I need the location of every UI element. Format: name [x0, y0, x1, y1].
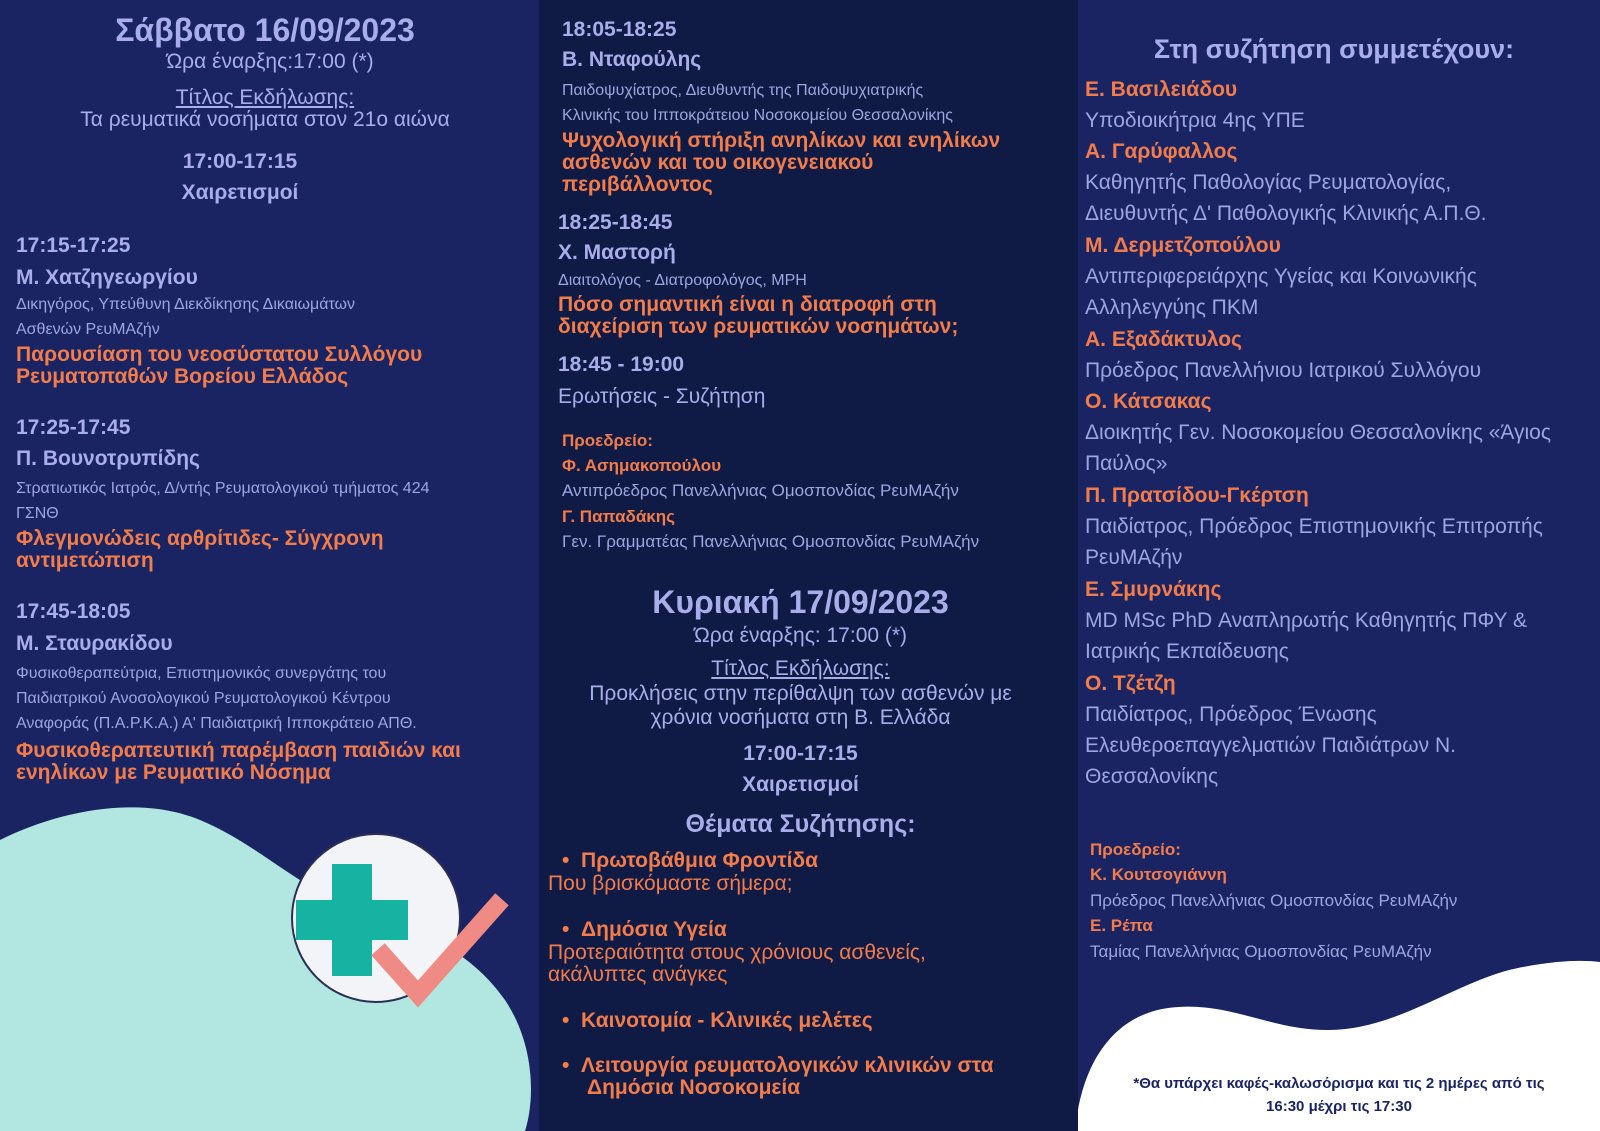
participant-name: Ο. Τζέτζη [1085, 672, 1176, 695]
speaker-role: Παιδιατρικού Ανοσολογικού Ρευματολογικού Κέντρου [16, 690, 391, 707]
topic-title: Καινοτομία - Κλινικές μελέτες [581, 1009, 873, 1032]
presidium-member-name: Ε. Ρέπα [1090, 916, 1153, 935]
topic-item: • Καινοτομία - Κλινικές μελέτες [562, 1009, 873, 1032]
topic-title: Δημόσια Υγεία [581, 918, 727, 941]
middle-panel [539, 0, 1078, 1131]
talk-title: Φυσικοθεραπευτική παρέμβαση παιδιών και [16, 739, 461, 762]
participant-role: Υποδιοικήτρια 4ης ΥΠΕ [1085, 109, 1305, 132]
talk-title: ασθενών και του οικογενειακού [562, 151, 874, 174]
coffee-note: *Θα υπάρχει καφές-καλωσόρισμα και τις 2 ημέρες από τις [1133, 1075, 1545, 1092]
day1-welcome: Χαιρετισμοί [181, 181, 299, 204]
participant-role: Παιδίατρος, Πρόεδρος Ένωσης [1085, 703, 1377, 726]
talk-title: διαχείριση των ρευματικών νοσημάτων; [558, 315, 959, 338]
participant-role: Παύλος» [1085, 452, 1168, 475]
speaker-name: Β. Νταφούλης [562, 48, 702, 71]
day2-title: Προκλήσεις στην περίθαλψη των ασθενών με [589, 682, 1012, 705]
day1-title-label: Τίτλος Εκδήλωσης: [175, 86, 355, 109]
day1-welcome-time: 17:00-17:15 [182, 150, 298, 173]
session-time: 17:45-18:05 [16, 600, 131, 623]
session-time: 18:05-18:25 [562, 18, 677, 41]
topic-item: • Δημόσια Υγεία [562, 918, 727, 941]
speaker-name: Μ. Σταυρακίδου [16, 632, 173, 655]
right-panel [1078, 0, 1600, 1131]
presidium-member-role: Ταμίας Πανελλήνιας Ομοσπονδίας ΡευΜΑζήν [1090, 942, 1432, 961]
talk-title: Φλεγμονώδεις αρθρίτιδες- Σύγχρονη [16, 527, 384, 550]
discussion-label: Ερωτήσεις - Συζήτηση [558, 385, 766, 408]
left-panel [0, 0, 539, 1131]
participant-role: ΡευΜΑζήν [1085, 546, 1183, 569]
topic-desc: Που βρισκόμαστε σήμερα; [548, 872, 793, 895]
participant-role: MD MSc PhD Αναπληρωτής Καθηγητής ΠΦΥ & [1085, 609, 1527, 632]
speaker-name: Χ. Μαστορή [558, 241, 676, 264]
participant-role: Πρόεδρος Πανελλήνιου Ιατρικού Συλλόγου [1085, 359, 1482, 382]
session-time: 18:45 - 19:00 [558, 353, 685, 376]
day2-date: Κυριακή 17/09/2023 [652, 584, 949, 620]
topic-title: Δημόσια Νοσοκομεία [587, 1076, 801, 1099]
presidium-member-role: Γεν. Γραμματέας Πανελλήνιας Ομοσπονδίας ΡευΜΑζήν [562, 532, 980, 551]
participant-name: Ο. Κάτσακας [1085, 390, 1212, 413]
talk-title: Παρουσίαση του νεοσύστατου Συλλόγου [16, 343, 423, 366]
speaker-role: ΓΣΝΘ [16, 505, 59, 522]
presidium-label: Προεδρείο: [562, 431, 653, 450]
participant-role: Αλληλεγγύης ΠΚΜ [1085, 296, 1259, 319]
topic-item: • Λειτουργία ρευματολογικών κλινικών στα [562, 1054, 994, 1077]
participant-name: Α. Εξαδάκτυλος [1085, 328, 1242, 351]
participant-role: Παιδίατρος, Πρόεδρος Επιστημονικής Επιτροπής [1085, 515, 1543, 538]
talk-title: Πόσο σημαντική είναι η διατροφή στη [558, 293, 937, 316]
presidium-member-name: Γ. Παπαδάκης [562, 507, 675, 526]
participant-role: Θεσσαλονίκης [1085, 765, 1219, 788]
participant-name: Μ. Δερμετζοπούλου [1085, 234, 1281, 257]
speaker-role: Παιδοψυχίατρος, Διευθυντής της Παιδοψυχιατρικής [562, 82, 924, 99]
talk-title: περιβάλλοντος [562, 173, 713, 196]
day2-title-label: Τίτλος Εκδήλωσης: [711, 657, 890, 680]
day1-title: Τα ρευματικά νοσήματα στον 21ο αιώνα [80, 108, 450, 131]
participant-name: Ε. Σμυρνάκης [1085, 578, 1222, 601]
talk-title: αντιμετώπιση [16, 549, 154, 572]
presidium-member-role: Πρόεδρος Πανελλήνιας Ομοσπονδίας ΡευΜΑζήν [1090, 891, 1458, 910]
day2-welcome: Χαιρετισμοί [742, 773, 859, 796]
participant-role: Διοικητής Γεν. Νοσοκομείου Θεσσαλονίκης «Άγιος [1085, 421, 1551, 444]
speaker-role: Δικηγόρος, Υπεύθυνη Διεκδίκησης Δικαιωμάτων [16, 296, 356, 313]
speaker-role: Αναφοράς (Π.Α.Ρ.Κ.Α.) Α' Παιδιατρική Ιπποκράτειο ΑΠΘ. [16, 715, 417, 732]
presidium-member-name: Κ. Κουτσογιάννη [1090, 865, 1227, 884]
topic-item: • Πρωτοβάθμια Φροντίδα [562, 849, 819, 872]
topic-desc: Προτεραιότητα στους χρόνιους ασθενείς, [548, 941, 926, 964]
talk-title: ενηλίκων με Ρευματικό Νόσημα [16, 761, 331, 784]
speaker-name: Μ. Χατζηγεωργίου [16, 266, 198, 289]
session-time: 17:15-17:25 [16, 234, 131, 257]
participant-role: Καθηγητής Παθολογίας Ρευματολογίας, [1085, 171, 1452, 194]
participant-name: Α. Γαρύφαλλος [1085, 140, 1238, 163]
speaker-role: Ασθενών ΡευΜΑζήν [16, 321, 160, 338]
topic-title: Πρωτοβάθμια Φροντίδα [581, 849, 819, 872]
talk-title: Ρευματοπαθών Βορείου Ελλάδος [16, 365, 349, 388]
participant-role: Ιατρικής Εκπαίδευσης [1085, 640, 1289, 663]
day1-date: Σάββατο 16/09/2023 [115, 12, 415, 48]
topics-heading: Θέματα Συζήτησης: [685, 810, 916, 838]
presidium-member-role: Αντιπρόεδρος Πανελλήνιας Ομοσπονδίας ΡευΜΑζήν [562, 481, 959, 500]
topic-desc: ακάλυπτες ανάγκες [548, 963, 728, 986]
day2-start-time: Ώρα έναρξης: 17:00 (*) [693, 624, 908, 647]
participant-name: Ε. Βασιλειάδου [1085, 78, 1238, 101]
coffee-note: 16:30 μέχρι τις 17:30 [1266, 1098, 1412, 1115]
session-time: 18:25-18:45 [558, 211, 673, 234]
day1-start-time: Ώρα έναρξης:17:00 (*) [166, 50, 374, 73]
speaker-role: Διαιτολόγος - Διατροφολόγος, MPH [558, 272, 807, 289]
day2-welcome-time: 17:00-17:15 [743, 742, 858, 765]
day2-title: χρόνια νοσήματα στη Β. Ελλάδα [650, 706, 951, 729]
participant-name: Π. Πρατσίδου-Γκέρτση [1085, 484, 1309, 507]
participants-heading: Στη συζήτηση συμμετέχουν: [1153, 34, 1515, 64]
participant-role: Διευθυντής Δ' Παθολογικής Κλινικής Α.Π.Θ. [1085, 202, 1487, 225]
presidium-label: Προεδρείο: [1090, 840, 1181, 859]
talk-title: Ψυχολογική στήριξη ανηλίκων και ενηλίκων [562, 129, 1001, 152]
session-time: 17:25-17:45 [16, 416, 131, 439]
speaker-role: Φυσικοθεραπεύτρια, Επιστημονικός συνεργάτης του [16, 665, 387, 682]
participant-role: Ελευθεροεπαγγελματιών Παιδιάτρων Ν. [1085, 734, 1456, 757]
topic-title: Λειτουργία ρευματολογικών κλινικών στα [581, 1054, 994, 1077]
speaker-role: Κλινικής του Ιπποκράτειου Νοσοκομείου Θεσσαλονίκης [562, 107, 953, 124]
presidium-member-name: Φ. Ασημακοπούλου [562, 456, 722, 475]
speaker-role: Στρατιωτικός Ιατρός, Δ/ντής Ρευματολογικού τμήματος 424 [16, 480, 430, 497]
health-illustration [0, 800, 539, 1131]
speaker-name: Π. Βουνοτρυπίδης [16, 447, 200, 470]
participant-role: Αντιπεριφερειάρχης Υγείας και Κοινωνικής [1085, 265, 1477, 288]
